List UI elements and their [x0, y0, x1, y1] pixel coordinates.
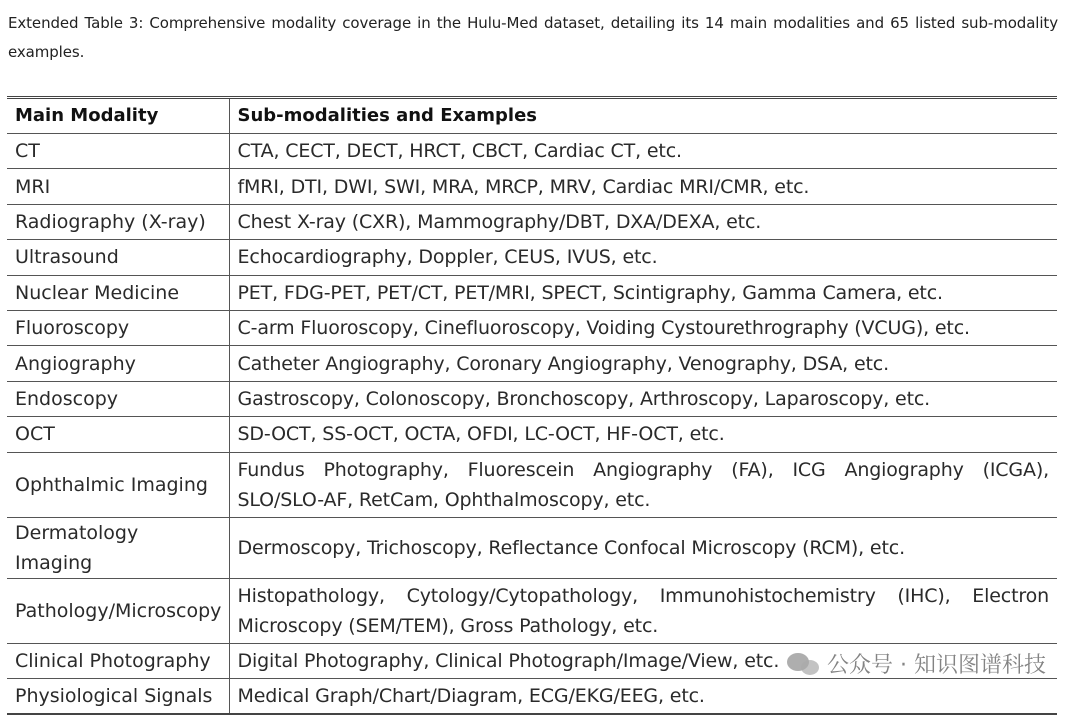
table-row [7, 517, 1057, 578]
table-row [7, 643, 1057, 678]
modality-cell: Angiography [7, 346, 229, 381]
table-row [7, 417, 1057, 452]
modality-cell: OCT [7, 417, 229, 452]
modality-cell: CT [7, 134, 229, 169]
table-row [7, 678, 1057, 714]
modality-cell: Nuclear Medicine [7, 275, 229, 310]
examples-cell: Chest X-ray (CXR), Mammography/DBT, DXA/DEXA, etc. [229, 204, 1057, 239]
examples-cell: Fundus Photography, Fluorescein Angiography (FA), ICG Angiography (ICGA), SLO/SLO-AF, RetCam, Ophthalmoscopy, etc. [229, 452, 1057, 517]
table-header-row [7, 98, 1057, 134]
modality-table [7, 96, 1057, 715]
modality-cell: MRI [7, 169, 229, 204]
examples-cell: Echocardiography, Doppler, CEUS, IVUS, etc. [229, 240, 1057, 275]
table-row [7, 134, 1057, 169]
watermark-text: 公众号 · 知识图谱科技 [827, 653, 1046, 678]
table-caption: Extended Table 3: Comprehensive modality coverage in the Hulu-Med dataset, detailing its 14 main modalities and 65 listed sub-modality examples. [8, 14, 1058, 61]
table-row [7, 578, 1057, 643]
table-row [7, 310, 1057, 345]
examples-cell: PET, FDG-PET, PET/CT, PET/MRI, SPECT, Scintigraphy, Gamma Camera, etc. [229, 275, 1057, 310]
modality-cell: Pathology/Microscopy [7, 578, 229, 643]
modality-table-container [7, 96, 1057, 715]
examples-cell: Gastroscopy, Colonoscopy, Bronchoscopy, Arthroscopy, Laparoscopy, etc. [229, 381, 1057, 416]
examples-cell: Dermoscopy, Trichoscopy, Reflectance Confocal Microscopy (RCM), etc. [229, 517, 1057, 578]
examples-cell: Catheter Angiography, Coronary Angiography, Venography, DSA, etc. [229, 346, 1057, 381]
header-sub-modalities: Sub-modalities and Examples [229, 98, 1057, 134]
table-row [7, 204, 1057, 239]
modality-cell: Ophthalmic Imaging [7, 452, 229, 517]
examples-cell: fMRI, DTI, DWI, SWI, MRA, MRCP, MRV, Cardiac MRI/CMR, etc. [229, 169, 1057, 204]
modality-cell: Clinical Photography [7, 643, 229, 678]
examples-cell: CTA, CECT, DECT, HRCT, CBCT, Cardiac CT, etc. [229, 134, 1057, 169]
modality-cell: Radiography (X-ray) [7, 204, 229, 239]
examples-cell: Digital Photography, Clinical Photograph/Image/View, etc. [229, 643, 1057, 678]
examples-cell: SD-OCT, SS-OCT, OCTA, OFDI, LC-OCT, HF-OCT, etc. [229, 417, 1057, 452]
table-row [7, 275, 1057, 310]
table-row [7, 169, 1057, 204]
modality-cell: Dermatology Imaging [7, 517, 229, 578]
modality-cell: Fluoroscopy [7, 310, 229, 345]
examples-cell: C-arm Fluoroscopy, Cinefluoroscopy, Voiding Cystourethrography (VCUG), etc. [229, 310, 1057, 345]
header-main-modality: Main Modality [7, 98, 229, 134]
table-row [7, 240, 1057, 275]
examples-cell: Histopathology, Cytology/Cytopathology, Immunohistochemistry (IHC), Electron Microscopy (SEM/TEM), Gross Pathology, etc. [229, 578, 1057, 643]
modality-cell: Physiological Signals [7, 678, 229, 714]
modality-cell: Ultrasound [7, 240, 229, 275]
examples-cell: Medical Graph/Chart/Diagram, ECG/EKG/EEG, etc. [229, 678, 1057, 714]
table-row [7, 346, 1057, 381]
table-row [7, 452, 1057, 517]
table-row [7, 381, 1057, 416]
modality-cell: Endoscopy [7, 381, 229, 416]
